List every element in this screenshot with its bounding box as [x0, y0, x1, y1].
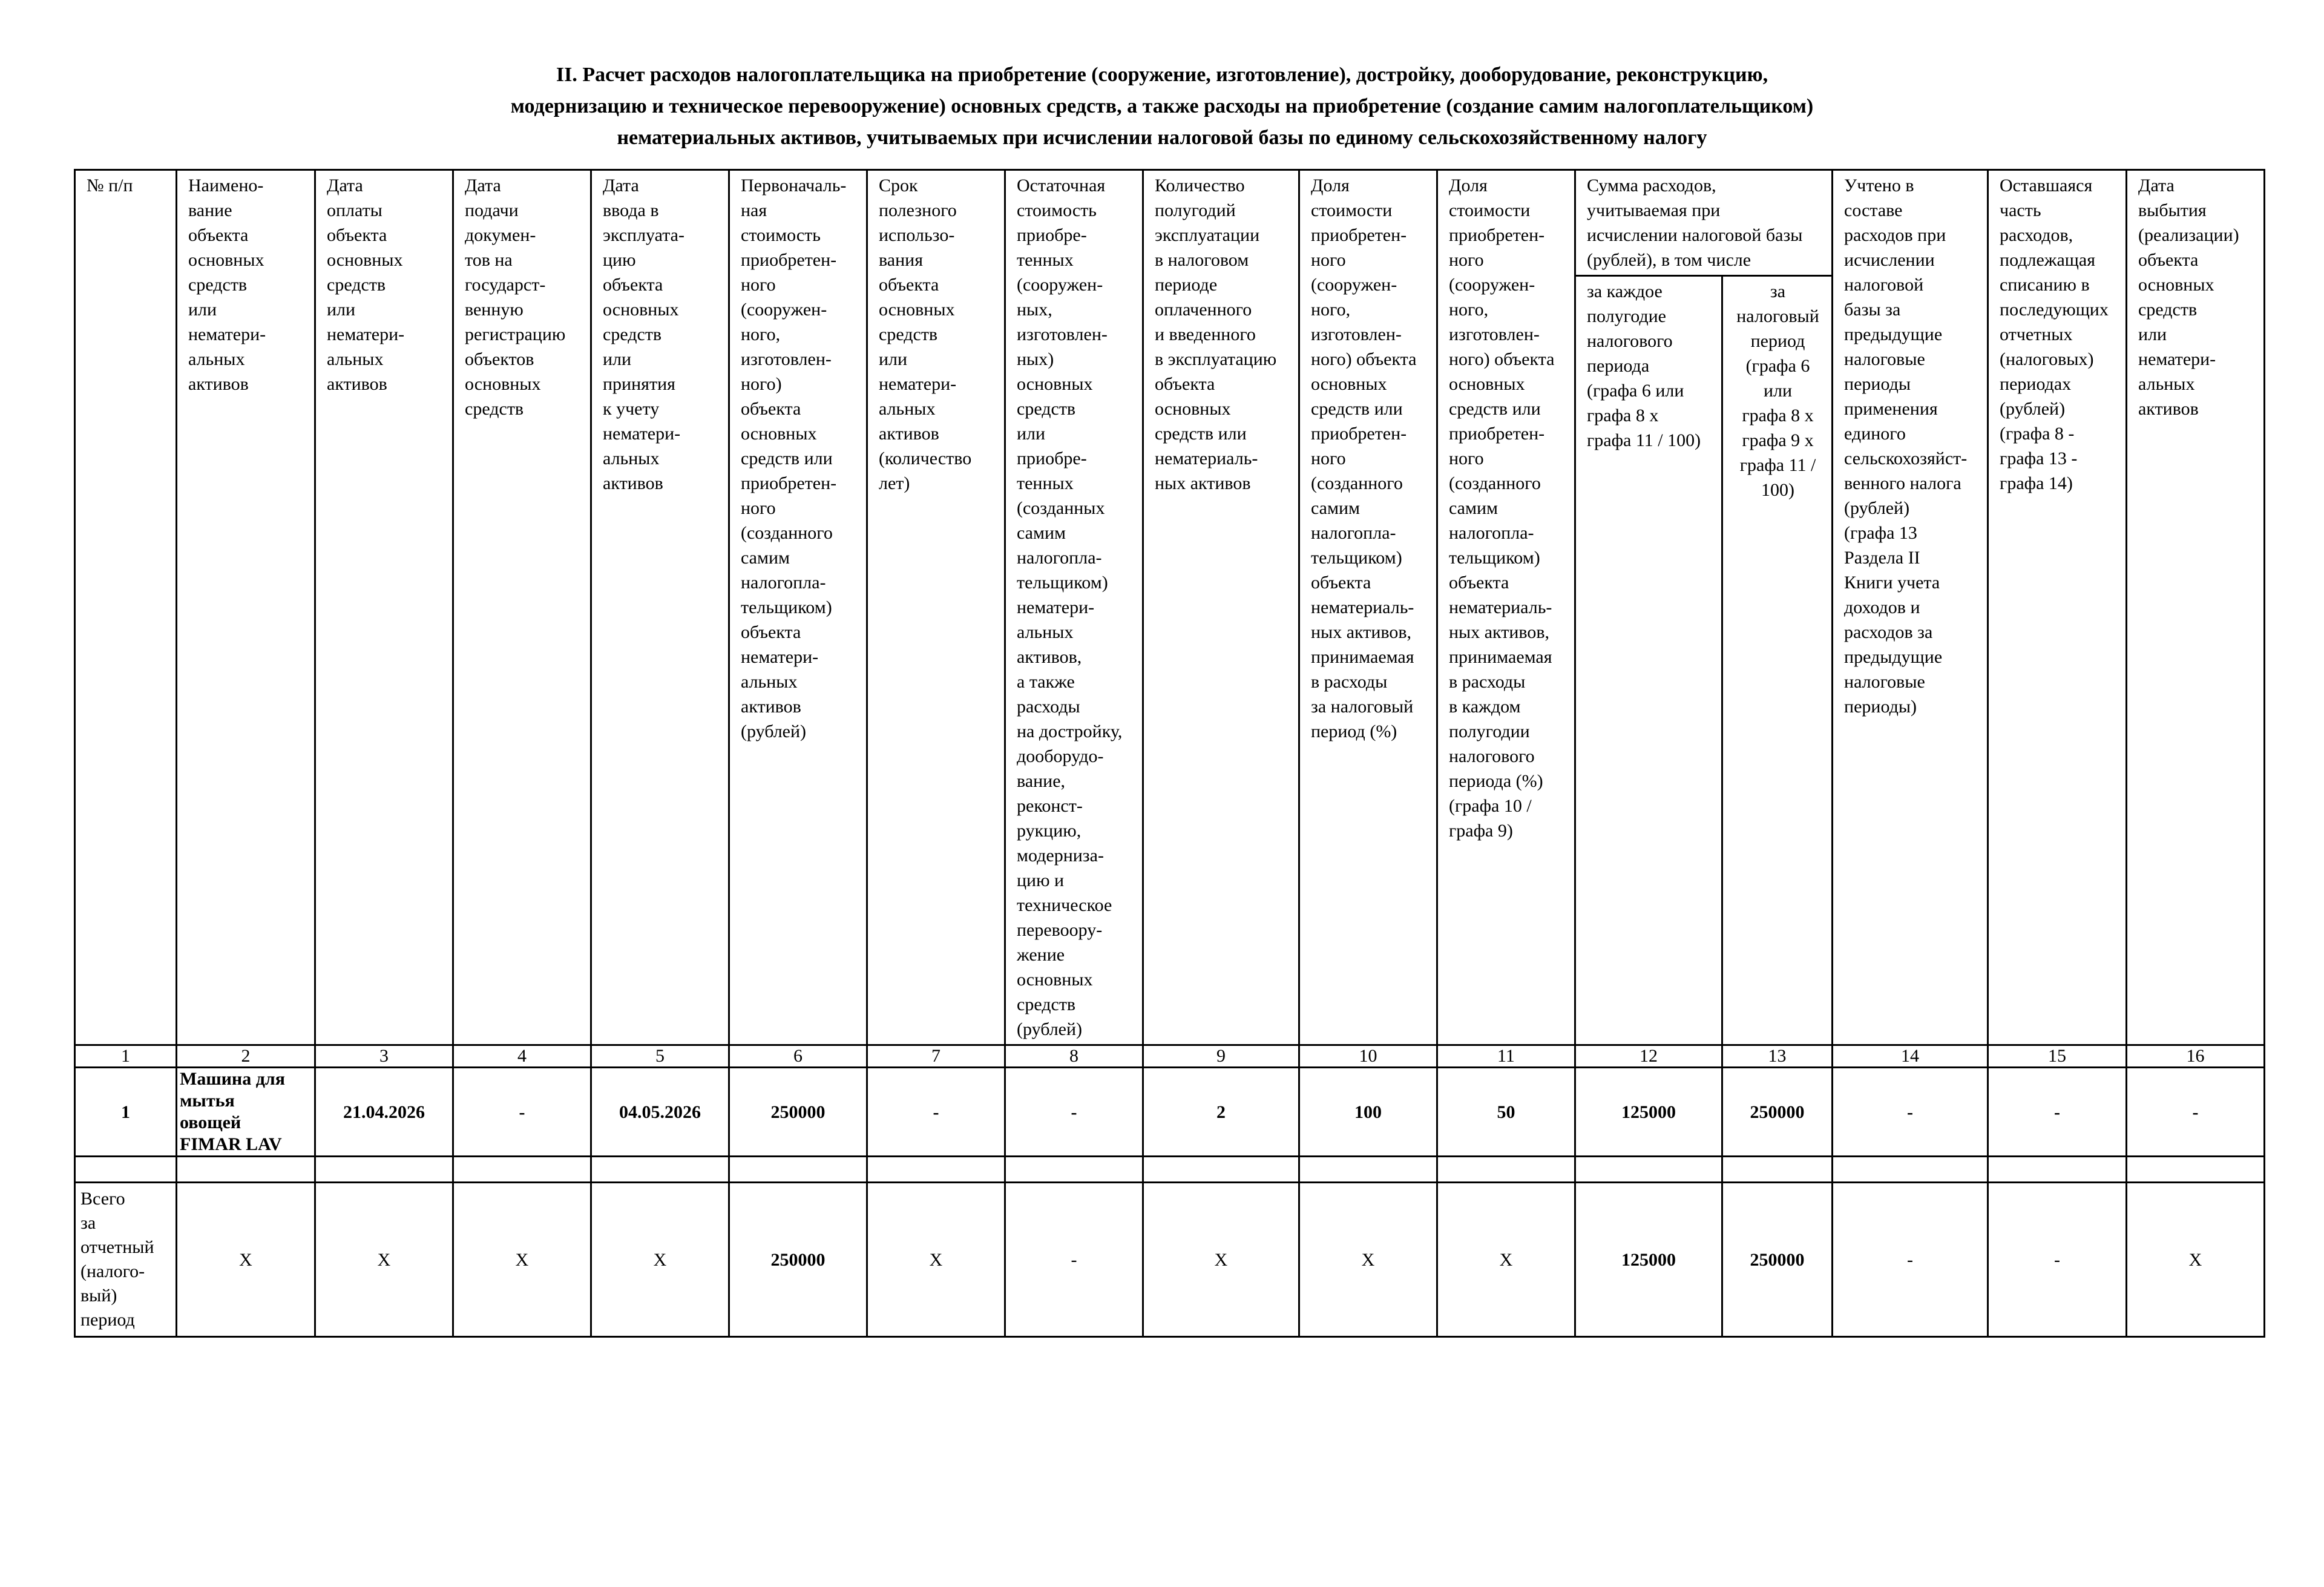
- header-text-12: за каждое полугодие налогового периода (графа 6 или графа 8 х графа 11 / 100): [1587, 281, 1701, 450]
- header-text-5: Дата ввода в эксплуата- цию объекта основных средств или принятия к учету нематери- альных активов: [603, 176, 684, 493]
- total-row: [75, 1183, 2265, 1337]
- column-number: 1: [75, 1045, 177, 1068]
- header-text-9: Количество полугодий эксплуатации в налоговом периоде оплаченного и введенного в эксплуатацию объекта основных средств или нематериаль- ных активов: [1155, 176, 1277, 493]
- useful-life: -: [867, 1068, 1005, 1157]
- empty-cell: [2127, 1157, 2265, 1183]
- empty-cell: [177, 1157, 315, 1183]
- column-number: 2: [177, 1045, 315, 1068]
- empty-cell: [729, 1157, 867, 1183]
- column-number: 6: [729, 1045, 867, 1068]
- total-expense-per-half-year: 125000: [1575, 1183, 1722, 1337]
- empty-cell: [1299, 1157, 1437, 1183]
- expenses-table: [74, 169, 2265, 1338]
- empty-cell: [1575, 1157, 1722, 1183]
- column-number: 3: [315, 1045, 453, 1068]
- header-text-12-13-group: Сумма расходов, учитываемая при исчислении налоговой базы (рублей), в том числе: [1587, 176, 1803, 270]
- empty-cell: [1143, 1157, 1299, 1183]
- table-row: [75, 1068, 2265, 1157]
- column-number: 16: [2127, 1045, 2265, 1068]
- header-cell-11: [1437, 170, 1575, 1045]
- header-text-6: Первоначаль- ная стоимость приобретен- ного (сооружен- ного, изготовлен- ного) объекта основных средств или приобретен- ного (созданного самим налогопла- тельщиком) объекта нематери- альных активов (рублей): [741, 176, 847, 741]
- share-per-half-year: 50: [1437, 1068, 1575, 1157]
- header-cell-16: [2127, 170, 2265, 1045]
- previous-periods-expense: -: [1833, 1068, 1988, 1157]
- header-text-4: Дата подачи докумен- тов на государст- венную регистрацию объектов основных средств: [465, 176, 566, 419]
- header-cell-10: [1299, 170, 1437, 1045]
- share-per-period: 100: [1299, 1068, 1437, 1157]
- column-number: 11: [1437, 1045, 1575, 1068]
- expense-per-half-year: 125000: [1575, 1068, 1722, 1157]
- column-number: 12: [1575, 1045, 1722, 1068]
- header-cell-12-13-group: [1575, 170, 1833, 276]
- total-cell: X: [2127, 1183, 2265, 1337]
- total-cell: -: [1833, 1183, 1988, 1337]
- total-expense-per-period: 250000: [1722, 1183, 1833, 1337]
- header-cell-14: [1833, 170, 1988, 1045]
- total-cell: X: [1143, 1183, 1299, 1337]
- total-cell: X: [1299, 1183, 1437, 1337]
- total-cell: -: [1988, 1183, 2127, 1337]
- title-line-2: модернизацию и техническое перевооружение) основных средств, а также расходы на приобретение (создание самим налогоплательщиком): [510, 95, 1814, 117]
- empty-cell: [315, 1157, 453, 1183]
- total-cell: X: [591, 1183, 729, 1337]
- empty-cell: [867, 1157, 1005, 1183]
- header-cell-6: [729, 170, 867, 1045]
- empty-cell: [453, 1157, 591, 1183]
- column-number: 15: [1988, 1045, 2127, 1068]
- column-number-row: [75, 1045, 2265, 1068]
- header-cell-3: [315, 170, 453, 1045]
- header-text-14: Учтено в составе расходов при исчислении налоговой базы за предыдущие налоговые периоды применения единого сельскохозяйст- венного налога (рублей) (графа 13 Раздела II Книги учета доходов и расходов за предыдущие налоговые периоды): [1844, 176, 1968, 717]
- column-number: 14: [1833, 1045, 1988, 1068]
- payment-date: 21.04.2026: [315, 1068, 453, 1157]
- section-title: [0, 59, 2324, 154]
- header-row: [75, 170, 2265, 276]
- header-text-16: Дата выбытия (реализации) объекта основных средств или нематери- альных активов: [2138, 176, 2239, 419]
- column-number: 8: [1005, 1045, 1143, 1068]
- empty-cell: [591, 1157, 729, 1183]
- header-text-13: за налоговый период (графа 6 или графа 8 х графа 9 х графа 11 / 100): [1736, 281, 1819, 500]
- header-text-8: Остаточная стоимость приобре- тенных (сооружен- ных, изготовлен- ных) основных средств или приобре- тенных (созданных самим налогопла- тельщиком) нематери- альных активов, а также расходы на достройку, дооборудо- вание, реконст- рукцию, модерниза- цию и техническое перевоору- жение основных средств (рублей): [1017, 176, 1123, 1039]
- total-cell: X: [315, 1183, 453, 1337]
- column-number: 7: [867, 1045, 1005, 1068]
- header-cell-15: [1988, 170, 2127, 1045]
- column-number: 9: [1143, 1045, 1299, 1068]
- row-number: 1: [75, 1068, 177, 1157]
- asset-name: [177, 1068, 315, 1157]
- header-text-15: Оставшаяся часть расходов, подлежащая списанию в последующих отчетных (налоговых) периодах (рублей) (графа 8 - графа 13 - графа 14): [2000, 176, 2109, 493]
- empty-cell: [1988, 1157, 2127, 1183]
- column-number: 13: [1722, 1045, 1833, 1068]
- header-text-10: Доля стоимости приобретен- ного (сооружен- ного, изготовлен- ного) объекта основных средств или приобретен- ного (созданного самим налогопла- тельщиком) объекта нематериаль- ных активов, принимаемая в расходы за налоговый период (%): [1311, 176, 1417, 741]
- header-text-1: № п/п: [87, 176, 133, 196]
- initial-cost: 250000: [729, 1068, 867, 1157]
- residual-value: -: [1005, 1068, 1143, 1157]
- asset-name-text: Машина для мытья овощей FIMAR LAV: [180, 1069, 285, 1154]
- total-cell: X: [867, 1183, 1005, 1337]
- title-line-1: II. Расчет расходов налогоплательщика на приобретение (сооружение, изготовление), достройку, дооборудование, реконструкцию,: [556, 64, 1768, 86]
- header-text-3: Дата оплаты объекта основных средств или нематери- альных активов: [327, 176, 405, 394]
- column-number: 10: [1299, 1045, 1437, 1068]
- header-text-11: Доля стоимости приобретен- ного (сооружен- ного, изготовлен- ного) объекта основных средств или приобретен- ного (созданного самим налогопла- тельщиком) объекта нематериаль- ных активов, принимаемая в расходы в каждом полугодии налогового периода (%) (графа 10 / графа 9): [1449, 176, 1555, 841]
- expense-per-period: 250000: [1722, 1068, 1833, 1157]
- header-cell-7: [867, 170, 1005, 1045]
- header-cell-2: [177, 170, 315, 1045]
- empty-cell: [1833, 1157, 1988, 1183]
- total-cell: -: [1005, 1183, 1143, 1337]
- header-text-7: Срок полезного использо- вания объекта основных средств или нематери- альных активов (количество лет): [879, 176, 972, 493]
- registration-date: -: [453, 1068, 591, 1157]
- total-label: [75, 1183, 177, 1337]
- total-cell: X: [1437, 1183, 1575, 1337]
- total-cell: X: [177, 1183, 315, 1337]
- header-cell-8: [1005, 170, 1143, 1045]
- empty-cell: [1722, 1157, 1833, 1183]
- empty-cell: [75, 1157, 177, 1183]
- header-cell-4: [453, 170, 591, 1045]
- empty-cell: [1437, 1157, 1575, 1183]
- half-years-count: 2: [1143, 1068, 1299, 1157]
- title-line-3: нематериальных активов, учитываемых при исчислении налоговой базы по единому сельскохозяйственному налогу: [617, 126, 1707, 149]
- header-cell-1: [75, 170, 177, 1045]
- empty-row: [75, 1157, 2265, 1183]
- commissioning-date: 04.05.2026: [591, 1068, 729, 1157]
- total-label-text: Всего за отчетный (налого- вый) период: [80, 1189, 154, 1330]
- total-initial-cost: 250000: [729, 1183, 867, 1337]
- column-number: 4: [453, 1045, 591, 1068]
- disposal-date: -: [2127, 1068, 2265, 1157]
- header-cell-9: [1143, 170, 1299, 1045]
- header-cell-13: [1722, 276, 1833, 1045]
- header-cell-12: [1575, 276, 1722, 1045]
- header-cell-5: [591, 170, 729, 1045]
- empty-cell: [1005, 1157, 1143, 1183]
- total-cell: X: [453, 1183, 591, 1337]
- header-text-2: Наимено- вание объекта основных средств или нематери- альных активов: [188, 176, 266, 394]
- remaining-expense: -: [1988, 1068, 2127, 1157]
- column-number: 5: [591, 1045, 729, 1068]
